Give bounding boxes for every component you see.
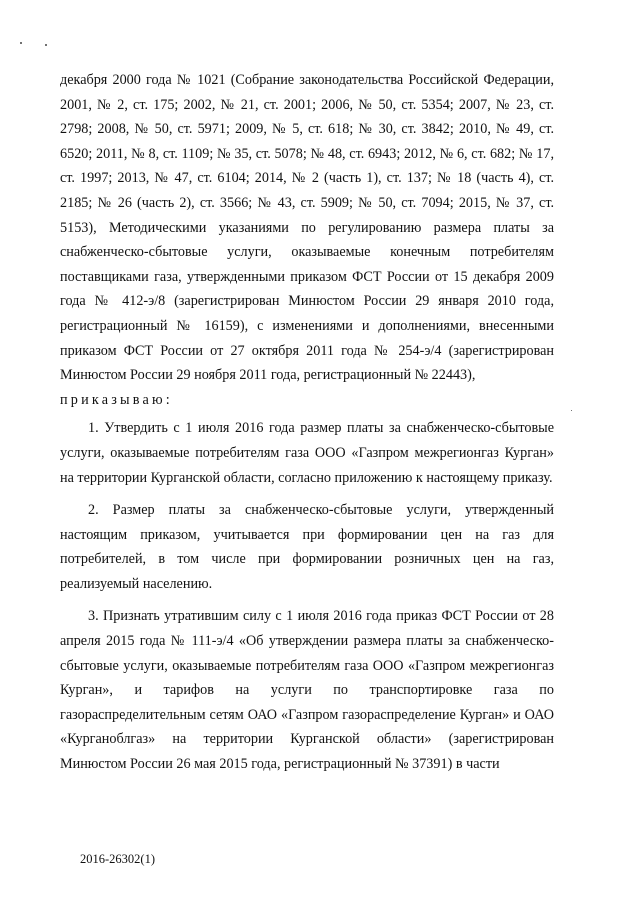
scan-speck [20, 42, 22, 44]
paragraph-item-1: 1. Утвердить с 1 июля 2016 года размер платы за снабженческо-сбытовые услуги, оказываемые потребителям газа ООО «Газпром межрегионгаз Курган» на территории Курганской области, согласно приложению к настоящему приказу. [60, 420, 554, 486]
document-body [60, 68, 554, 777]
document-code: 2016-26302(1) [80, 852, 155, 866]
paragraph-item-3: 3. Признать утратившим силу с 1 июля 2016 года приказ ФСТ России от 28 апреля 2015 года № 111-э/4 «Об утверждении размера платы за снабженческо-сбытовые услуги, оказываемые потребителям газа ООО «Газпром межрегионгаз Курган», и тарифов на услуги по транспортировке газа по газораспределительным сетям ОАО «Газпром газораспределение Курган» и ОАО «Курганоблгаз» на территории Курганской области» (зарегистрирован Минюстом России 26 мая 2015 года, регистрационный № 37391) в части [60, 608, 554, 773]
scan-speck [45, 44, 47, 46]
paragraph-item-2: 2. Размер платы за снабженческо-сбытовые услуги, утвержденный настоящим приказом, учитывается при формировании цен на газ для потребителей, в том числе при формировании розничных цен на газ, реализуемый населению. [60, 502, 554, 592]
paragraph-continuation: декабря 2000 года № 1021 (Собрание законодательства Российской Федерации, 2001, № 2, ст. 175; 2002, № 21, ст. 2001; 2006, № 50, ст. 5354; 2007, № 23, ст. 2798; 2008, № 50, ст. 5971; 2009, № 5, ст. 618; № 30, ст. 3842; 2010, № 49, ст. 6520; 2011, № 8, ст. 1109; № 35, ст. 5078; № 48, ст. 6943; 2012, № 6, ст. 682; № 17, ст. 1997; 2013, № 47, ст. 6104; 2014, № 2 (часть 1), ст. 137; № 18 (часть 4), ст. 2185; № 26 (часть 2), ст. 3566; № 43, ст. 5909; № 50, ст. 7094; 2015, № 37, ст. 5153), Методическими указаниями по регулированию размера платы за снабженческо-сбытовые услуги, оказываемые конечным потребителям поставщиками газа, утвержденными приказом ФСТ России от 15 декабря 2009 года № 412-э/8 (зарегистрирован Минюстом России 29 января 2010 года, регистрационный № 16159), с изменениями и дополнениями, внесенными приказом ФСТ России от 27 октября 2011 года № 254-э/4 (зарегистрирован Минюстом России 29 ноября 2011 года, регистрационный № 22443), [60, 72, 554, 384]
scan-speck [571, 410, 572, 411]
order-word: приказываю: [60, 391, 173, 408]
